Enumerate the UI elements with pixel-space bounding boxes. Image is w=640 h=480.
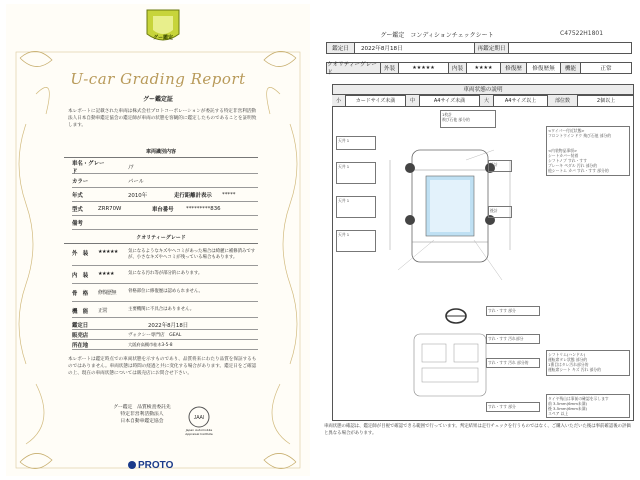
size-small-desc: カードサイズ未満 bbox=[346, 95, 406, 106]
mileage-value: ***** bbox=[222, 191, 236, 198]
mileage-label: 走行距離計表示 bbox=[174, 192, 212, 199]
date-label: 鑑定日 bbox=[327, 43, 355, 53]
quality-row-interior bbox=[72, 268, 258, 284]
sheet-title: グー鑑定 コンディションチェックシート bbox=[380, 32, 494, 39]
interior-label: 内装 bbox=[449, 63, 467, 73]
exterior-stars: ★★★★★ bbox=[399, 63, 449, 73]
sheet-footer-note: 車両状態の確認は、鑑定師が目視で確認できる範囲で行っています。判定結果は走行チェックを行うものではなく、ご購入いただいた後は事前確認後の評価と異なる場合があります。 bbox=[324, 424, 631, 436]
parts-label: 部位数 bbox=[548, 95, 578, 106]
frame-label: 修復歴 bbox=[501, 63, 527, 73]
note-tires: タイヤ残山は事前の確認を示します 前 3-5mm(6mm未満) 後 3-5mm(6mm未満) スペア 以上 bbox=[548, 396, 609, 416]
chassis-label: 車台番号 bbox=[152, 206, 174, 213]
row-location bbox=[72, 340, 258, 350]
note-windshield: <ワイパー付近状態> フロントウインドウ 飛び石他 部分的 bbox=[548, 128, 612, 138]
certificate-intro: 本レポートに記載された車両は株式会社プロトコーポレーションが委託する特定非営利活動法人日本自動車鑑定協会の鑑定師が車両の状態を客観的に鑑定したものであることを証明致します。 bbox=[68, 109, 257, 128]
side-note-left-2: 天井 1 bbox=[338, 164, 350, 169]
quality-row-exterior bbox=[72, 246, 258, 266]
quality-row-function bbox=[72, 304, 258, 318]
note-top: 1枚計 飛び石他 部分的 bbox=[442, 112, 470, 122]
row-remarks bbox=[72, 216, 258, 230]
function-label: 機能 bbox=[561, 63, 581, 73]
note-interior-1: すれ・すす 部分 bbox=[488, 308, 516, 313]
size-small: 小 bbox=[332, 95, 346, 106]
explanation-heading: 車両状態の説明 bbox=[332, 84, 634, 95]
reappraisal-value bbox=[509, 43, 631, 53]
issuing-organization: グー鑑定 品質検査委託先 特定非営利活動法人 日本自動車鑑定協会 bbox=[113, 405, 171, 424]
note-interior-2: すれ・すす 汚れ部分 bbox=[488, 336, 524, 341]
year-value: 2010年 bbox=[128, 192, 148, 199]
function-value: 正常 bbox=[600, 66, 612, 72]
remarks-label: 備考 bbox=[72, 220, 83, 227]
location-label: 所在地 bbox=[72, 342, 89, 349]
color-label: カラー bbox=[72, 178, 89, 185]
side-note-left-1: 天井 1 bbox=[338, 138, 350, 143]
parts-value: 2個以上 bbox=[596, 98, 616, 104]
quality-label: 内 装 bbox=[72, 273, 89, 279]
jaai-emblem-icon bbox=[188, 406, 210, 428]
quality-stars: 正常 bbox=[98, 308, 108, 314]
certificate-subtitle: グー鑑定証 bbox=[142, 96, 173, 103]
model-value: ﾉｱ bbox=[128, 164, 134, 171]
type-label: 型式 bbox=[72, 206, 83, 213]
year-label: 年式 bbox=[72, 192, 83, 199]
location-value: 大阪府高槻市桂木3-5-8 bbox=[128, 341, 173, 347]
type-value: ZRR70W bbox=[98, 205, 122, 212]
size-mid: 中 bbox=[406, 95, 420, 106]
quality-row-frame bbox=[72, 286, 258, 302]
exterior-label: 外装 bbox=[381, 63, 399, 73]
size-legend bbox=[332, 95, 634, 107]
quality-desc: 気になるようなキズやヘコミがあった場合は綺麗に補修済みですが、小さなキズやヘコミが残っている場合もあります。 bbox=[128, 249, 256, 260]
side-note-left-3: 天井 1 bbox=[338, 198, 350, 203]
size-large-desc: A4サイズ以上 bbox=[494, 95, 548, 106]
quality-stars: ★★★★ bbox=[98, 271, 114, 277]
note-interior-items: <内装物品事項> シートカバー装着 シフトノブ すれ・すす ブレーキ ペダル 汚れ 部分的 他シートム カバ すれ・すす 部分的 bbox=[548, 148, 609, 173]
grade-table bbox=[326, 62, 632, 74]
note-seats: シフトリム(ハンドル) 運転席タレ状態 部分的 1番目はタレ汚れ部分的 運転席シート キズ 汚れ 部分的 bbox=[548, 352, 601, 372]
frame-value: 修復歴無 bbox=[527, 63, 561, 73]
side-note-left-4: 天井 1 bbox=[338, 232, 350, 237]
quality-desc: 気になる汚れ等が部分的にあります。 bbox=[128, 271, 203, 276]
sheet-document-id: C47522H1801 bbox=[560, 30, 604, 37]
proto-logo bbox=[128, 460, 173, 471]
quality-label: 機 能 bbox=[72, 309, 89, 315]
store-value: ヴォクシー専門店 GEAL bbox=[128, 332, 182, 338]
quality-desc: 主要機関に不具合はありません。 bbox=[128, 307, 195, 312]
size-mid-desc: A4サイズ未満 bbox=[420, 95, 480, 106]
quality-desc: 骨格部位に修復歴は認められません。 bbox=[128, 289, 203, 294]
svg-text:JAAI: JAAI bbox=[193, 415, 205, 421]
quality-stars: ★★★★★ bbox=[98, 249, 118, 255]
note-interior-3: すれ・すす 汚れ 部分的 bbox=[488, 360, 529, 365]
appraisal-date-label: 鑑定日 bbox=[72, 322, 89, 329]
date-value: 2022年8月18日 bbox=[355, 43, 475, 53]
model-label: 車名・グレード bbox=[72, 160, 105, 175]
jaai-caption: Japan Automobile Appraisal Institute bbox=[185, 428, 213, 436]
row-color bbox=[72, 174, 258, 188]
chassis-value: *********836 bbox=[186, 205, 221, 212]
certificate-note: 本レポートは鑑定時点での車両状態を示すものであり、品質将来にわたり品質を保証するものではありません。車両状態は時間の経過と共に変化する場合があります。鑑定日をご確認の上、現在の車両状態については販売店にお問合せ下さい。 bbox=[68, 357, 257, 376]
grade-label: クオリティーグレード bbox=[327, 63, 381, 73]
proto-logo-text: PROTO bbox=[138, 460, 174, 471]
row-store bbox=[72, 330, 258, 340]
store-label: 販売店 bbox=[72, 332, 89, 339]
interior-stars: ★★★★ bbox=[467, 63, 501, 73]
reappraisal-label: 再鑑定期日 bbox=[475, 43, 509, 53]
grading-certificate bbox=[6, 4, 310, 476]
badge-label: グー鑑定 bbox=[152, 35, 173, 41]
vehicle-section-head: 車両識別内容 bbox=[64, 148, 258, 158]
appraisal-date-value: 2022年8月18日 bbox=[148, 322, 189, 329]
note-interior-4: すれ・すす 部分 bbox=[488, 404, 516, 409]
quality-section-head: クオリティーグレード bbox=[64, 234, 258, 244]
row-appraisal-date bbox=[72, 320, 258, 330]
quality-stars: 修復歴無 bbox=[98, 290, 117, 296]
row-type bbox=[72, 202, 258, 216]
side-note-right-2: 後計 bbox=[490, 208, 498, 213]
row-year bbox=[72, 188, 258, 202]
quality-label: 骨 格 bbox=[72, 291, 89, 297]
quality-label: 外 装 bbox=[72, 251, 89, 257]
size-large: 大 bbox=[480, 95, 494, 106]
date-table bbox=[326, 42, 632, 54]
certificate-title: U-car Grading Report bbox=[70, 70, 246, 88]
side-note-right-1: 後計 bbox=[490, 162, 498, 167]
row-model bbox=[72, 160, 258, 174]
proto-logo-icon bbox=[128, 461, 136, 469]
color-value: パール bbox=[128, 178, 145, 185]
